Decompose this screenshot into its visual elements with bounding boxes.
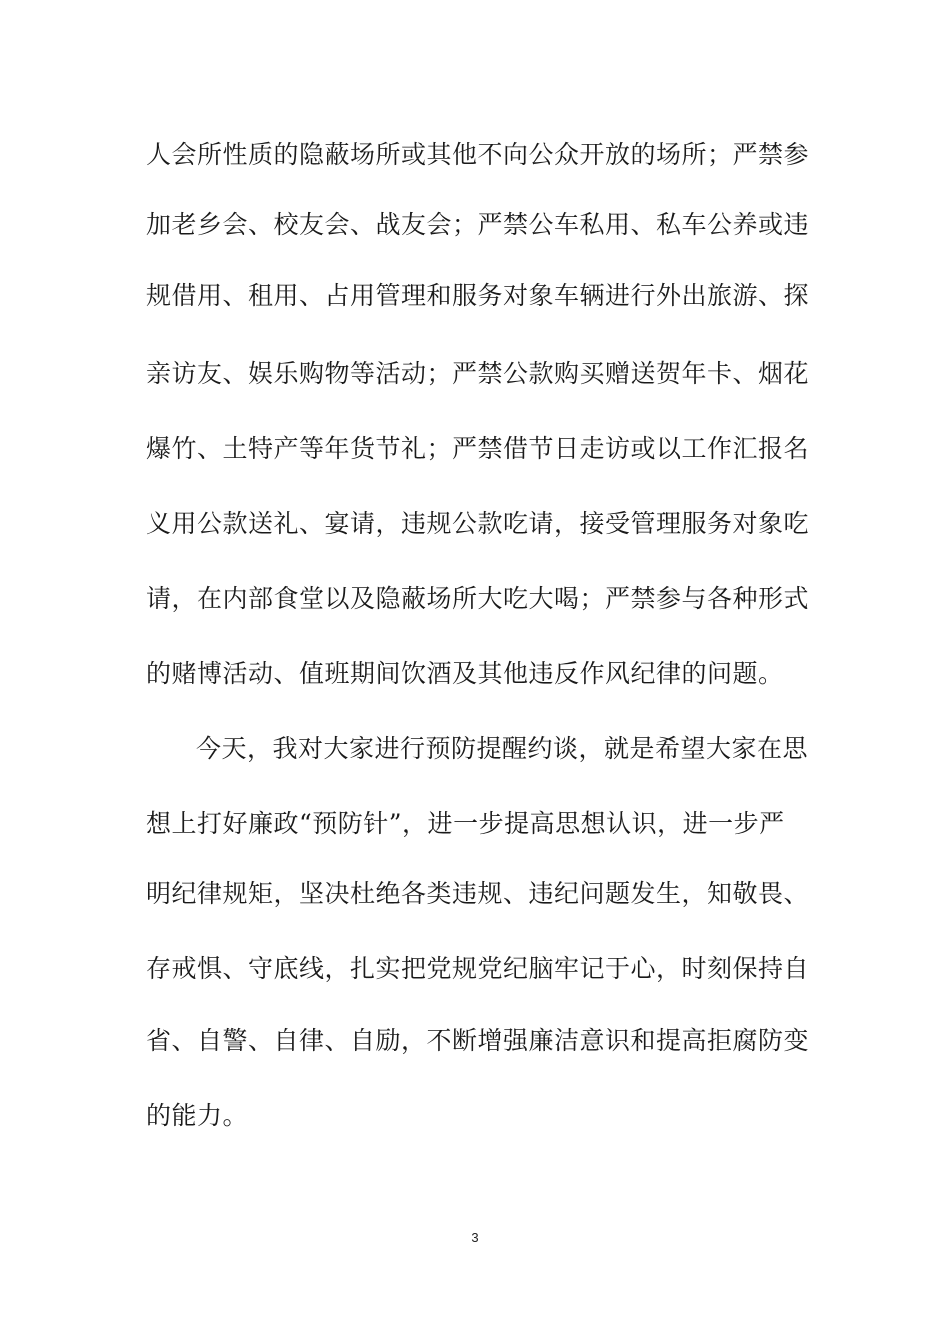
text-line: 爆竹、土特产等年货节礼；严禁借节日走访或以工作汇报名 [146, 434, 810, 463]
text-line: 省、自警、自律、自励，不断增强廉洁意识和提高拒腐防变 [146, 1026, 810, 1055]
text-line: 加老乡会、校友会、战友会；严禁公车私用、私车公养或违 [146, 210, 810, 239]
page-number: 3 [471, 1230, 479, 1245]
text-line: 请，在内部食堂以及隐蔽场所大吃大喝；严禁参与各种形式 [146, 584, 810, 613]
text-line: 人会所性质的隐蔽场所或其他不向公众开放的场所；严禁参 [146, 140, 810, 169]
text-line: 今天，我对大家进行预防提醒约谈，就是希望大家在思 [196, 734, 809, 763]
text-line: 亲访友、娱乐购物等活动；严禁公款购买赠送贺年卡、烟花 [146, 359, 810, 388]
text-line: 明纪律规矩，坚决杜绝各类违规、违纪问题发生，知敬畏、 [146, 879, 810, 908]
text-line: 的能力。 [146, 1101, 249, 1130]
text-line: 义用公款送礼、宴请，违规公款吃请，接受管理服务对象吃 [146, 509, 810, 538]
text-line: 存戒惧、守底线，扎实把党规党纪脑牢记于心，时刻保持自 [146, 954, 810, 983]
text-line: 想上打好廉政“预防针”，进一步提高思想认识，进一步严 [146, 809, 785, 838]
text-line: 规借用、租用、占用管理和服务对象车辆进行外出旅游、探 [146, 281, 810, 310]
text-line: 的赌博活动、值班期间饮酒及其他违反作风纪律的问题。 [146, 659, 784, 688]
